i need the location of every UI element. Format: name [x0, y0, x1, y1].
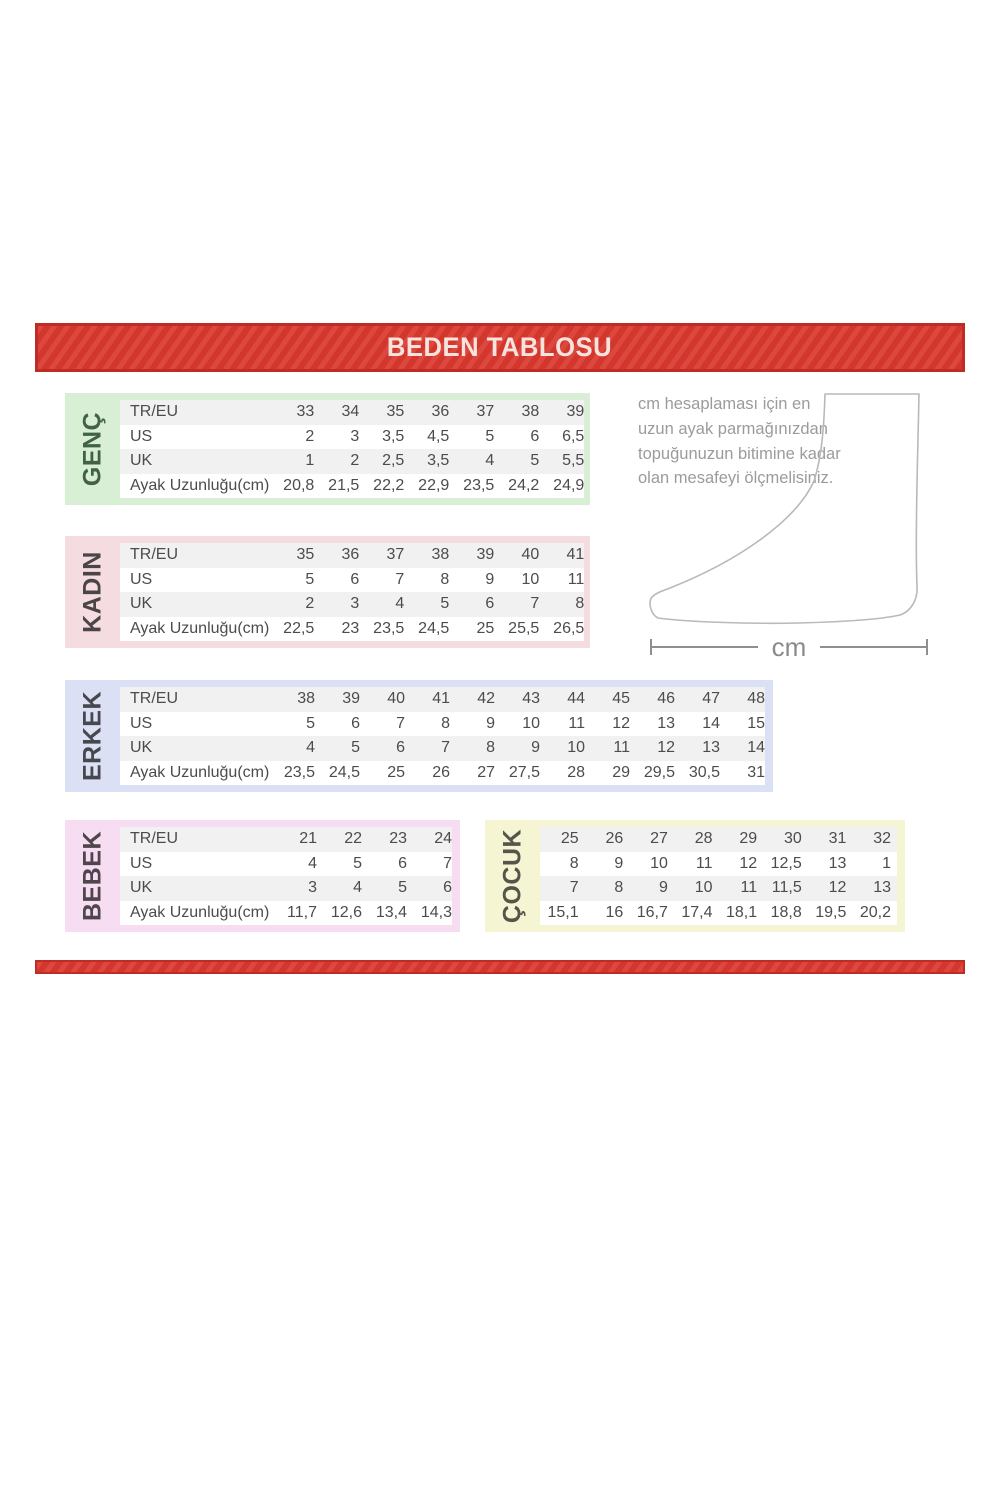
size-cell: 4	[306, 739, 315, 757]
size-cell: 15	[747, 714, 765, 732]
size-cell: 3,5	[382, 427, 405, 445]
size-cell: 5	[485, 427, 495, 445]
size-cell: 13	[702, 739, 720, 757]
size-cell: 7	[441, 739, 450, 757]
size-cell: 8	[486, 739, 495, 757]
size-cell: 4	[485, 452, 495, 470]
size-cell: 32	[873, 830, 891, 848]
row-label: Ayak Uzunluğu(cm)	[130, 476, 270, 494]
size-cell: 7	[530, 595, 540, 613]
size-cell: 24,5	[418, 619, 450, 637]
size-cell: 2	[350, 452, 360, 470]
size-cell: 14,3	[420, 903, 452, 921]
size-cell: 19,5	[815, 903, 847, 921]
size-cell: 27	[477, 763, 495, 781]
size-cell: 5	[351, 739, 360, 757]
size-cell: 39	[476, 546, 495, 564]
size-cell: 22,9	[418, 476, 450, 494]
size-cell: 43	[522, 690, 540, 708]
size-cell: 21,5	[328, 476, 360, 494]
size-cell: 12	[612, 714, 630, 732]
size-cell: 30	[783, 830, 802, 848]
size-cell: 23,5	[283, 763, 315, 781]
size-cell: 35	[386, 403, 405, 421]
table-label-kadin	[65, 543, 120, 641]
size-cell: 27,5	[508, 763, 540, 781]
row-label: UK	[130, 879, 153, 897]
size-cell: 33	[296, 403, 315, 421]
size-cell: 11	[695, 854, 713, 872]
size-cell: 12,6	[330, 903, 362, 921]
size-cell: 10	[694, 879, 713, 897]
size-cell: 21	[299, 830, 317, 848]
size-cell: 12	[739, 854, 758, 872]
size-cell: 40	[387, 690, 405, 708]
size-cell: 5	[305, 570, 315, 588]
size-row	[540, 852, 897, 877]
size-cell: 1	[882, 854, 891, 872]
size-cell: 12,5	[770, 854, 802, 872]
size-row	[120, 876, 452, 901]
size-cell: 9	[531, 739, 540, 757]
size-row	[120, 712, 765, 737]
size-cell: 11,7	[287, 903, 317, 921]
size-cell: 24,9	[553, 476, 585, 494]
size-cell: 10	[650, 854, 668, 872]
size-cell: 2	[305, 595, 315, 613]
row-label: UK	[130, 595, 153, 613]
size-cell: 6	[443, 879, 452, 897]
size-cell: 5	[398, 879, 407, 897]
measure-line-left	[652, 646, 758, 648]
size-cell: 34	[341, 403, 360, 421]
size-cell: 10	[521, 570, 540, 588]
table-rows	[540, 827, 897, 925]
table-rows	[120, 827, 452, 925]
size-cell: 12	[657, 739, 675, 757]
size-cell: 14	[747, 739, 765, 757]
row-label: TR/EU	[130, 403, 178, 421]
size-cell: 28	[694, 830, 713, 848]
table-label-text: BEBEK	[78, 830, 106, 922]
size-table-cocuk	[485, 820, 905, 932]
size-cell: 11	[567, 570, 585, 588]
size-cell: 5,5	[562, 452, 585, 470]
row-label: US	[130, 714, 153, 732]
size-cell: 36	[431, 403, 450, 421]
size-cell: 11	[740, 879, 758, 897]
size-cell: 3	[350, 595, 360, 613]
row-label: US	[130, 570, 153, 588]
table-label-text: KADIN	[78, 551, 106, 633]
row-label: US	[130, 854, 153, 872]
row-label: US	[130, 427, 153, 445]
row-label: TR/EU	[130, 546, 178, 564]
size-cell: 5	[440, 595, 450, 613]
row-label: UK	[130, 452, 153, 470]
size-row	[540, 901, 897, 926]
size-cell: 27	[650, 830, 668, 848]
size-cell: 3,5	[427, 452, 450, 470]
size-cell: 8	[614, 879, 624, 897]
size-cell: 24,2	[508, 476, 540, 494]
size-cell: 4,5	[427, 427, 450, 445]
size-cell: 13,4	[375, 903, 407, 921]
size-cell: 35	[296, 546, 315, 564]
size-cell: 22,5	[283, 619, 315, 637]
size-cell: 7	[395, 570, 405, 588]
row-label: Ayak Uzunluğu(cm)	[130, 619, 270, 637]
size-cell: 38	[431, 546, 450, 564]
size-cell: 31	[747, 763, 765, 781]
size-cell: 6	[398, 854, 407, 872]
size-cell: 4	[308, 854, 317, 872]
cm-unit-label: cm	[771, 632, 807, 662]
size-cell: 28	[567, 763, 585, 781]
size-cell: 3	[308, 879, 317, 897]
size-row	[120, 901, 452, 926]
size-cell: 3	[350, 427, 360, 445]
size-cell: 20,8	[283, 476, 315, 494]
table-rows	[120, 687, 765, 785]
size-cell: 25	[476, 619, 495, 637]
table-label-text: ÇOCUK	[498, 828, 526, 924]
size-cell: 11,5	[771, 879, 802, 897]
size-cell: 6,5	[562, 427, 585, 445]
size-cell: 14	[702, 714, 720, 732]
size-cell: 37	[386, 546, 405, 564]
size-cell: 7	[569, 879, 579, 897]
size-cell: 6	[396, 739, 405, 757]
size-cell: 26	[605, 830, 624, 848]
size-cell: 39	[566, 403, 585, 421]
table-label-text: GENÇ	[78, 411, 106, 487]
size-cell: 6	[351, 714, 360, 732]
size-cell: 11	[613, 739, 630, 757]
size-cell: 1	[305, 452, 315, 470]
size-cell: 31	[828, 830, 847, 848]
size-cell: 13	[657, 714, 675, 732]
size-row	[120, 736, 765, 761]
size-cell: 16	[605, 903, 624, 921]
table-label-cocuk	[485, 827, 540, 925]
size-cell: 5	[353, 854, 362, 872]
size-row	[540, 876, 897, 901]
size-cell: 12	[828, 879, 847, 897]
size-cell: 4	[353, 879, 362, 897]
size-cell: 26,5	[553, 619, 585, 637]
size-cell: 6	[530, 427, 540, 445]
size-cell: 6	[350, 570, 360, 588]
size-cell: 7	[443, 854, 452, 872]
size-table-kadin	[65, 536, 590, 648]
size-cell: 41	[432, 690, 450, 708]
table-label-genc	[65, 400, 120, 498]
size-cell: 23,5	[373, 619, 405, 637]
size-row	[120, 592, 584, 617]
size-cell: 8	[441, 714, 450, 732]
size-row	[120, 568, 584, 593]
size-cell: 13	[873, 879, 891, 897]
footer-bar	[35, 960, 965, 974]
foot-outline-path	[650, 394, 919, 623]
size-cell: 45	[612, 690, 630, 708]
size-cell: 17,4	[681, 903, 713, 921]
size-cell: 42	[477, 690, 495, 708]
size-cell: 9	[658, 879, 668, 897]
size-cell: 22	[344, 830, 362, 848]
table-rows	[120, 400, 584, 498]
size-cell: 2	[305, 427, 315, 445]
size-cell: 9	[485, 570, 495, 588]
measure-instructions: cm hesaplaması için en uzun ayak parmağınızdan topuğunuzun bitimine kadar olan mesafeyi ölçmelisiniz.	[638, 395, 841, 488]
row-label: Ayak Uzunluğu(cm)	[130, 763, 270, 781]
size-cell: 7	[396, 714, 405, 732]
title-bar	[35, 323, 965, 372]
size-row	[120, 852, 452, 877]
row-label: TR/EU	[130, 830, 178, 848]
size-cell: 23	[389, 830, 407, 848]
size-cell: 40	[521, 546, 540, 564]
size-cell: 25	[387, 763, 405, 781]
size-cell: 48	[747, 690, 765, 708]
table-label-bebek	[65, 827, 120, 925]
size-cell: 10	[522, 714, 540, 732]
size-row	[120, 425, 584, 450]
size-cell: 29	[739, 830, 758, 848]
size-cell: 25	[560, 830, 579, 848]
measure-line-right	[820, 646, 926, 648]
size-cell: 38	[297, 690, 315, 708]
size-cell: 16,7	[636, 903, 668, 921]
row-label: UK	[130, 739, 153, 757]
size-cell: 41	[566, 546, 585, 564]
cm-measure-line	[650, 632, 928, 662]
size-cell: 10	[567, 739, 585, 757]
size-row	[120, 543, 584, 568]
size-cell: 23	[341, 619, 360, 637]
size-cell: 18,8	[770, 903, 802, 921]
size-row	[120, 761, 765, 786]
size-row	[120, 827, 452, 852]
size-table-erkek	[65, 680, 773, 792]
size-cell: 44	[567, 690, 585, 708]
size-row	[120, 474, 584, 499]
size-cell: 15,1	[547, 903, 579, 921]
size-cell: 5	[530, 452, 540, 470]
table-label-text: ERKEK	[78, 690, 106, 782]
size-row	[120, 400, 584, 425]
size-cell: 5	[306, 714, 315, 732]
size-cell: 4	[395, 595, 405, 613]
size-cell: 8	[569, 854, 579, 872]
row-label: Ayak Uzunluğu(cm)	[130, 903, 270, 921]
size-cell: 6	[485, 595, 495, 613]
size-cell: 37	[476, 403, 495, 421]
size-cell: 38	[521, 403, 540, 421]
table-rows	[120, 543, 584, 641]
size-cell: 11	[568, 714, 585, 732]
size-row	[120, 449, 584, 474]
size-table-genc	[65, 393, 590, 505]
size-cell: 46	[657, 690, 675, 708]
size-cell: 8	[575, 595, 585, 613]
size-cell: 13	[828, 854, 847, 872]
size-cell: 23,5	[463, 476, 495, 494]
size-cell: 36	[341, 546, 360, 564]
measure-tick-right-icon	[926, 639, 928, 655]
size-cell: 26	[432, 763, 450, 781]
size-cell: 22,2	[373, 476, 405, 494]
size-cell: 8	[440, 570, 450, 588]
size-cell: 30,5	[688, 763, 720, 781]
size-cell: 9	[614, 854, 624, 872]
size-cell: 2,5	[382, 452, 405, 470]
size-table-bebek	[65, 820, 460, 932]
table-label-erkek	[65, 687, 120, 785]
size-cell: 24	[434, 830, 452, 848]
size-row	[120, 687, 765, 712]
size-cell: 29	[612, 763, 630, 781]
size-cell: 29,5	[643, 763, 675, 781]
size-cell: 47	[702, 690, 720, 708]
size-cell: 20,2	[859, 903, 891, 921]
page-title: BEDEN TABLOSU	[387, 332, 613, 362]
row-label: TR/EU	[130, 690, 178, 708]
size-cell: 18,1	[725, 903, 758, 921]
size-row	[120, 617, 584, 642]
size-cell: 9	[486, 714, 495, 732]
size-cell: 25,5	[508, 619, 540, 637]
size-cell: 39	[342, 690, 360, 708]
size-row	[540, 827, 897, 852]
size-cell: 24,5	[328, 763, 360, 781]
foot-outline-illustration	[628, 386, 940, 638]
